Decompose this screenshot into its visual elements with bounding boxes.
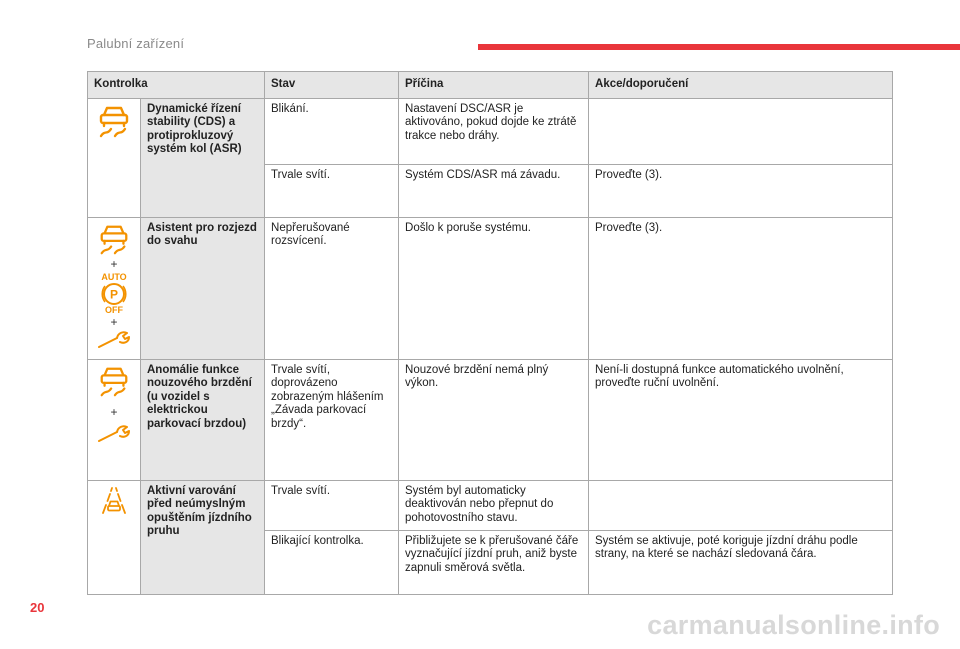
indicator-cell — [88, 360, 141, 481]
column-header-pricina: Příčina — [399, 72, 589, 99]
akce-cell: Není-li dostupná funkce automatického uvolnění, proveďte ruční uvolnění. — [589, 360, 893, 481]
wrench-icon — [97, 424, 131, 444]
column-header-stav: Stav — [265, 72, 399, 99]
pricina-cell: Systém byl automaticky deaktivován nebo přepnut do pohotovostního stavu. — [399, 481, 589, 531]
dsc-asr-icon — [98, 103, 130, 139]
plus-sign: + — [110, 405, 118, 419]
page-number: 20 — [30, 600, 45, 615]
indicator-name: Asistent pro rozjezd do svahu — [141, 218, 265, 360]
akce-cell — [589, 99, 893, 165]
lane-departure-icon — [97, 485, 131, 515]
pricina-cell: Systém CDS/ASR má závadu. — [399, 165, 589, 218]
akce-cell — [589, 481, 893, 531]
table-row — [88, 360, 893, 481]
wrench-icon — [97, 330, 131, 350]
header-accent-bar — [478, 44, 960, 50]
svg-text:P: P — [109, 287, 119, 302]
table-row — [88, 99, 893, 165]
stav-cell: Nepřerušované rozsvícení. — [265, 218, 399, 360]
warning-lights-table — [87, 71, 893, 595]
pricina-cell: Došlo k poruše systému. — [399, 218, 589, 360]
dsc-asr-icon — [98, 222, 130, 256]
plus-sign: + — [110, 257, 118, 271]
table-row — [88, 481, 893, 531]
akce-cell: Proveďte (3). — [589, 218, 893, 360]
stav-cell: Blikající kontrolka. — [265, 531, 399, 595]
stav-cell: Trvale svítí. — [265, 481, 399, 531]
pricina-cell: Nouzové brzdění nemá plný výkon. — [399, 360, 589, 481]
pricina-cell: Nastavení DSC/ASR je aktivováno, pokud dojde ke ztrátě trakce nebo dráhy. — [399, 99, 589, 165]
pricina-cell: Přibližujete se k přerušované čáře vyznačující jízdní pruh, aniž byste zapnuli směrová světla. — [399, 531, 589, 595]
column-header-akce: Akce/doporučení — [589, 72, 893, 99]
table-header-row — [88, 72, 893, 99]
akce-cell: Systém se aktivuje, poté koriguje jízdní dráhu podle strany, na které se nachází sledovaná čára. — [589, 531, 893, 595]
plus-sign: + — [110, 315, 118, 329]
dsc-asr-icon — [98, 364, 130, 398]
indicator-name: Aktivní varování před neúmyslným opuštěním jízdního pruhu — [141, 481, 265, 595]
off-label: OFF — [105, 305, 123, 314]
watermark: carmanualsonline.info — [647, 610, 940, 640]
indicator-name: Dynamické řízení stability (CDS) a protiprokluzový systém kol (ASR) — [141, 99, 265, 218]
auto-label: AUTO — [101, 272, 127, 282]
akce-cell: Proveďte (3). — [589, 165, 893, 218]
auto-p-off-icon — [97, 272, 131, 314]
stav-cell: Blikání. — [265, 99, 399, 165]
stav-cell: Trvale svítí. — [265, 165, 399, 218]
indicator-cell — [88, 99, 141, 218]
table-row — [88, 218, 893, 360]
section-title: Palubní zařízení — [87, 36, 185, 51]
indicator-name: Anomálie funkce nouzového brzdění (u vozidel s elektrickou parkovací brzdou) — [141, 360, 265, 481]
stav-cell: Trvale svítí, doprovázeno zobrazeným hlášením „Závada parkovací brzdy“. — [265, 360, 399, 481]
column-header-kontrolka: Kontrolka — [88, 72, 265, 99]
indicator-cell — [88, 218, 141, 360]
indicator-cell — [88, 481, 141, 595]
